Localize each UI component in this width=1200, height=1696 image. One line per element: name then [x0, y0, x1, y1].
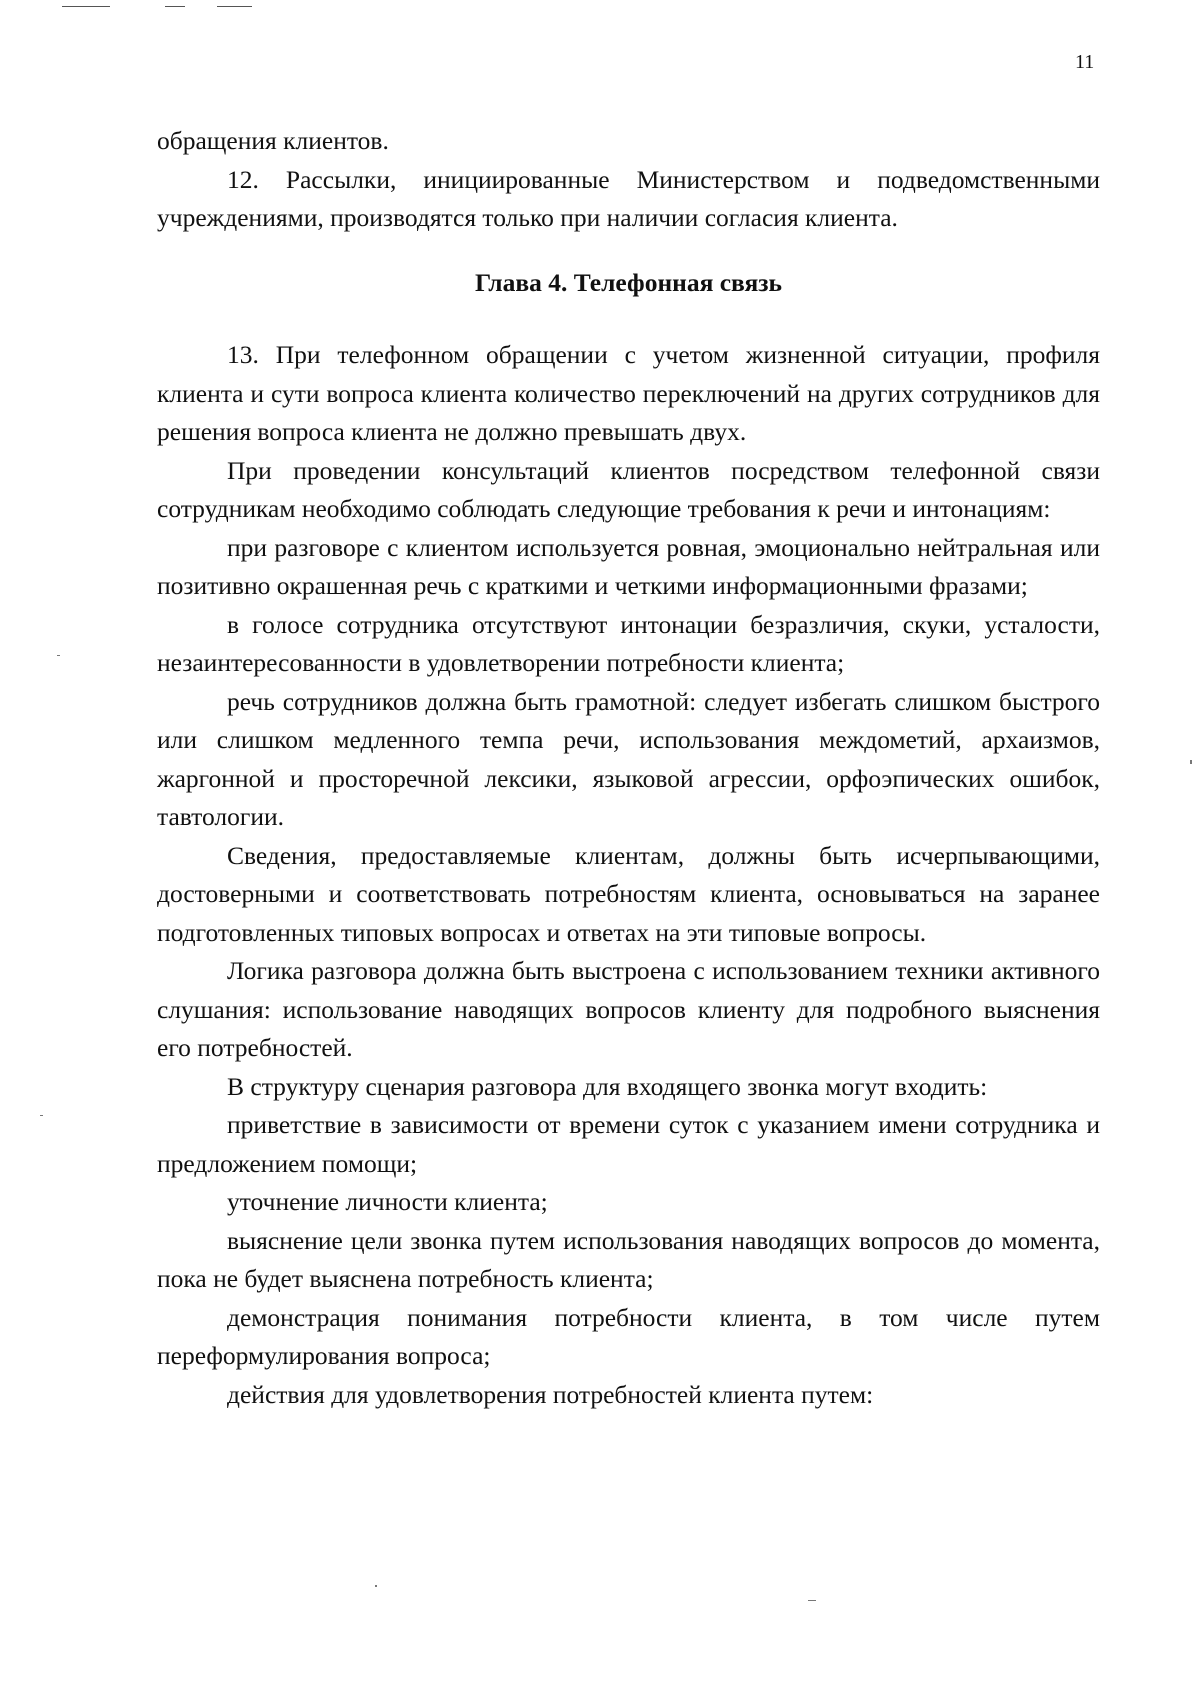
- paragraph: демонстрация понимания потребности клиента, в том числе путем переформулирования вопроса;: [157, 1302, 1100, 1370]
- paragraph: речь сотрудников должна быть грамотной: следует избегать слишком быстрого или слишком медленного темпа речи, использования междометий, архаизмов, жаргонной и просторечной лексики, языковой агрессии, орфоэпических ошибок, тавтологии.: [157, 686, 1100, 831]
- paragraph: В структуру сценария разговора для входящего звонка могут входить:: [227, 1071, 988, 1101]
- scan-speck: [1190, 760, 1192, 764]
- scan-artifact-marks: [62, 6, 292, 10]
- paragraph: Сведения, предоставляемые клиентам, должны быть исчерпывающими, достоверными и соответствовать потребностям клиента, основываться на заранее подготовленных типовых вопросах и ответах на эти типовые вопросы.: [157, 840, 1100, 947]
- paragraph: в голосе сотрудника отсутствуют интонации безразличия, скуки, усталости, незаинтересованности в удовлетворении потребности клиента;: [157, 609, 1100, 677]
- paragraph: действия для удовлетворения потребностей клиента путем:: [227, 1379, 874, 1409]
- paragraph: при разговоре с клиентом используется ровная, эмоционально нейтральная или позитивно окрашенная речь с краткими и четкими информационными фразами;: [157, 532, 1100, 600]
- paragraph: Логика разговора должна быть выстроена с использованием техники активного слушания: использование наводящих вопросов клиенту для подробного выяснения его потребностей.: [157, 956, 1100, 1062]
- paragraph: приветствие в зависимости от времени суток с указанием имени сотрудника и предложением помощи;: [157, 1110, 1100, 1178]
- paragraph: выяснение цели звонка путем использования наводящих вопросов до момента, пока не будет выяснена потребность клиента;: [157, 1225, 1100, 1293]
- paragraph: уточнение личности клиента;: [227, 1187, 548, 1216]
- paragraph: При проведении консультаций клиентов посредством телефонной связи сотрудникам необходимо соблюдать следующие требования к речи и интонациям:: [157, 455, 1100, 523]
- document-body: [157, 122, 1100, 1414]
- scan-speck: [808, 1600, 816, 1601]
- paragraph: 13. При телефонном обращении с учетом жизненной ситуации, профиля клиента и сути вопроса клиента количество переключений на других сотрудников для решения вопроса клиента не должно превышать двух.: [157, 340, 1100, 446]
- paragraph: 12. Рассылки, инициированные Министерством и подведомственными учреждениями, производятся только при наличии согласия клиента.: [157, 164, 1100, 232]
- chapter-title: Глава 4. Телефонная связь: [474, 267, 783, 297]
- page-number: 11: [1075, 51, 1095, 73]
- scan-speck: [40, 1115, 43, 1116]
- scan-speck: [57, 655, 60, 656]
- paragraph: обращения клиентов.: [157, 126, 389, 155]
- scan-speck: [375, 1585, 377, 1587]
